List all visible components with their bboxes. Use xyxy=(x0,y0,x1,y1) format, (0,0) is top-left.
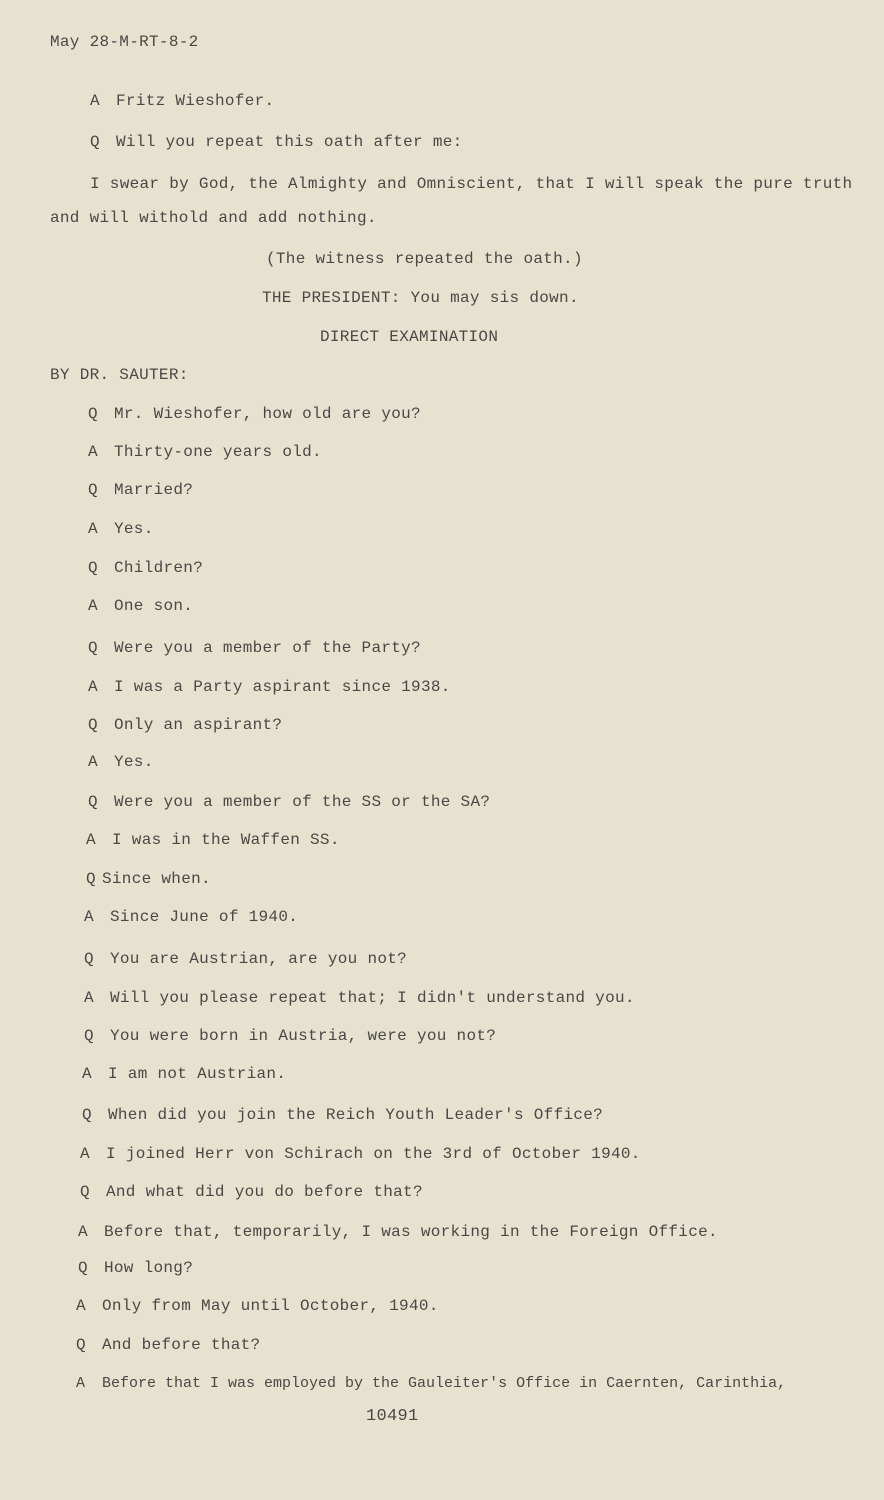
line-text: I swear by God, the Almighty and Omniscient, that I will speak the pure truth xyxy=(90,175,853,193)
line-text: Before that I was employed by the Gauleiter's Office in Caernten, Carinthia, xyxy=(102,1375,787,1392)
transcript-line xyxy=(84,908,298,926)
speaker-label: Q xyxy=(76,1336,86,1354)
line-text: Yes. xyxy=(114,753,154,771)
transcript-line xyxy=(88,793,490,811)
line-text: How long? xyxy=(104,1259,194,1277)
line-text: Will you please repeat that; I didn't understand you. xyxy=(110,989,635,1007)
speaker-label: Q xyxy=(88,716,98,734)
line-text: Married? xyxy=(114,481,194,499)
line-text: And before that? xyxy=(102,1336,261,1354)
transcript-line xyxy=(76,1375,786,1392)
transcript-line xyxy=(88,443,322,461)
transcript-line xyxy=(82,1065,286,1083)
line-text: Only an aspirant? xyxy=(114,716,283,734)
line-text: Were you a member of the SS or the SA? xyxy=(114,793,491,811)
transcript-line xyxy=(80,1145,641,1163)
speaker-label: A xyxy=(78,1223,88,1241)
line-text: (The witness repeated the oath.) xyxy=(266,250,583,268)
speaker-label: A xyxy=(84,989,94,1007)
line-text: BY DR. SAUTER: xyxy=(50,366,189,384)
transcript-line xyxy=(84,950,407,968)
line-text: Since when. xyxy=(102,870,211,888)
line-text: When did you join the Reich Youth Leader's Office? xyxy=(108,1106,604,1124)
line-text: Will you repeat this oath after me: xyxy=(116,133,463,151)
speaker-label: A xyxy=(90,92,100,110)
line-text: Since June of 1940. xyxy=(110,908,299,926)
page-number: 10491 xyxy=(366,1407,419,1426)
speaker-label: A xyxy=(82,1065,92,1083)
speaker-label: Q xyxy=(88,559,98,577)
speaker-label: Q xyxy=(82,1106,92,1124)
speaker-label: Q xyxy=(88,639,98,657)
line-text: One son. xyxy=(114,597,194,615)
transcript-line xyxy=(88,481,193,499)
speaker-label: A xyxy=(80,1145,90,1163)
speaker-label: Q xyxy=(90,133,100,151)
line-text: You are Austrian, are you not? xyxy=(110,950,408,968)
speaker-label: Q xyxy=(88,405,98,423)
speaker-label: A xyxy=(88,678,98,696)
speaker-label: A xyxy=(88,753,98,771)
transcript-line xyxy=(86,870,211,888)
transcript-line xyxy=(76,1297,439,1315)
line-text: Were you a member of the Party? xyxy=(114,639,421,657)
transcript-line xyxy=(86,831,340,849)
line-text: Before that, temporarily, I was working in the Foreign Office. xyxy=(104,1223,718,1241)
line-text: Fritz Wieshofer. xyxy=(116,92,275,110)
speaker-label: Q xyxy=(78,1259,88,1277)
speaker-label: A xyxy=(88,597,98,615)
line-text: Only from May until October, 1940. xyxy=(102,1297,439,1315)
stage-direction xyxy=(266,250,583,268)
transcript-line xyxy=(88,405,421,423)
speaker-label: A xyxy=(88,520,98,538)
line-text: And what did you do before that? xyxy=(106,1183,423,1201)
transcript-line xyxy=(90,133,463,151)
speaker-label: Q xyxy=(84,950,94,968)
line-text: Mr. Wieshofer, how old are you? xyxy=(114,405,421,423)
transcript-line xyxy=(88,597,193,615)
transcript-line xyxy=(76,1336,260,1354)
transcript-line xyxy=(90,175,852,193)
speaker-label: Q xyxy=(80,1183,90,1201)
transcript-line xyxy=(88,639,421,657)
president-remark xyxy=(262,289,579,307)
speaker-label: A xyxy=(76,1375,86,1392)
line-text: I was a Party aspirant since 1938. xyxy=(114,678,451,696)
transcript-line xyxy=(88,559,203,577)
transcript-line xyxy=(88,520,154,538)
line-text: and will withold and add nothing. xyxy=(50,209,377,227)
speaker-label: A xyxy=(76,1297,86,1315)
speaker-label: A xyxy=(86,831,96,849)
line-text: DIRECT EXAMINATION xyxy=(320,328,499,346)
transcript-line xyxy=(50,209,377,227)
line-text: Thirty-one years old. xyxy=(114,443,322,461)
speaker-label: Q xyxy=(84,1027,94,1045)
line-text: THE PRESIDENT: You may sis down. xyxy=(262,289,579,307)
line-text: Children? xyxy=(114,559,204,577)
speaker-label: A xyxy=(88,443,98,461)
transcript-line xyxy=(90,92,274,110)
transcript-line xyxy=(78,1223,718,1241)
speaker-label: A xyxy=(84,908,94,926)
transcript-line xyxy=(88,716,282,734)
transcript-line xyxy=(78,1259,193,1277)
transcript-line xyxy=(88,678,451,696)
speaker-label: Q xyxy=(88,481,98,499)
transcript-line xyxy=(80,1183,423,1201)
line-text: You were born in Austria, were you not? xyxy=(110,1027,497,1045)
transcript-line xyxy=(84,989,635,1007)
transcript-line xyxy=(88,753,154,771)
line-text: Yes. xyxy=(114,520,154,538)
line-text: I was in the Waffen SS. xyxy=(112,831,340,849)
speaker-label: Q xyxy=(86,870,96,888)
examiner-label xyxy=(50,366,189,384)
transcript-line xyxy=(82,1106,603,1124)
line-text: I am not Austrian. xyxy=(108,1065,287,1083)
line-text: I joined Herr von Schirach on the 3rd of October 1940. xyxy=(106,1145,641,1163)
transcript-line xyxy=(84,1027,496,1045)
speaker-label: Q xyxy=(88,793,98,811)
header-ref: May 28-M-RT-8-2 xyxy=(50,33,199,51)
section-heading xyxy=(320,328,498,346)
